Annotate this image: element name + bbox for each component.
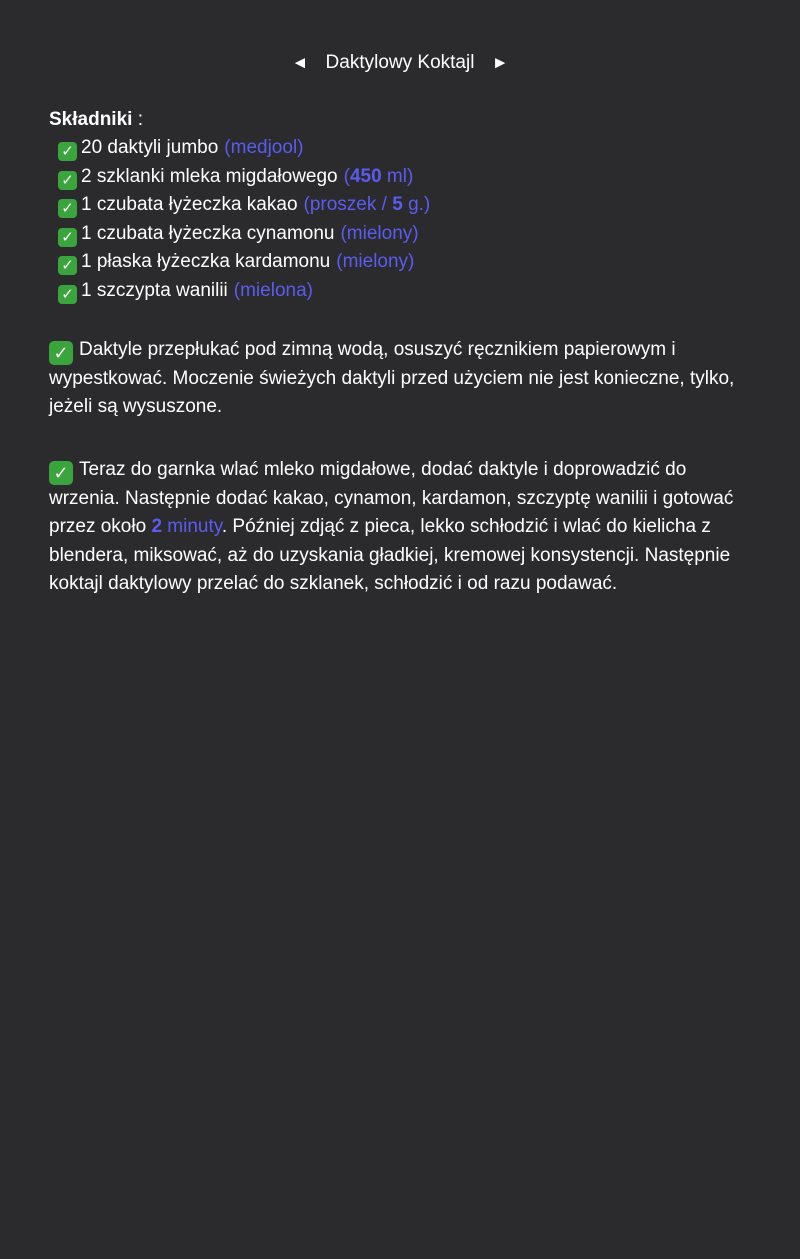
step-2-paragraph — [49, 456, 759, 599]
ingredient-note — [304, 194, 431, 215]
recipe-header — [0, 50, 800, 76]
recipe-content — [49, 106, 759, 599]
step-2-duration — [151, 516, 221, 537]
previous-recipe-arrow-icon[interactable]: ◄ — [291, 53, 309, 72]
ingredient-item — [58, 277, 759, 306]
next-recipe-arrow-icon[interactable]: ► — [491, 53, 509, 72]
ingredient-note: (mielona) — [233, 279, 313, 301]
ingredient-note-amount: 5 — [392, 194, 403, 216]
ingredient-text: 1 czubata łyżeczka kakao — [81, 194, 298, 216]
ingredient-item — [58, 220, 759, 249]
ingredient-note: (mielony) — [336, 251, 415, 273]
ingredient-note: (mielony) — [340, 222, 419, 244]
ingredient-item — [58, 248, 759, 277]
ingredient-text: 1 szczypta wanilii — [81, 279, 228, 301]
ingredient-note: (medjool) — [224, 137, 304, 158]
check-mark-icon: ✓ — [58, 256, 77, 275]
ingredient-text: 1 płaska łyżeczka kardamonu — [81, 251, 331, 273]
ingredient-text: 20 daktyli jumbo — [81, 137, 219, 158]
step-2-duration-number: 2 — [151, 516, 163, 538]
ingredient-item — [58, 163, 759, 192]
ingredients-heading-label: Składniki — [49, 109, 133, 130]
step-2-text-end: . Później zdjąć z pieca, lekko schłodzić i wlać do kielicha z blendera, miksować, aż do uzyskania gładkiej, kremowej konsystencji. Następnie koktajl daktylowy przelać do szklanek, schłodzić i od razu podawać. — [49, 516, 731, 595]
ingredients-list — [49, 134, 759, 306]
ingredient-item — [58, 191, 759, 220]
step-1-text: Daktyle przepłukać pod zimną wodą, osuszyć ręcznikiem papierowym i wypestkować. Moczenie świeżych daktyli przed użyciem nie jest konieczne, tylko, jeżeli są wysuszone. — [49, 338, 735, 418]
ingredients-heading-colon: : — [137, 109, 143, 130]
ingredient-text: 1 czubata łyżeczka cynamonu — [81, 222, 335, 244]
check-mark-icon: ✓ — [58, 171, 77, 190]
ingredient-note — [344, 166, 414, 187]
check-mark-icon: ✓ — [58, 285, 77, 304]
ingredient-item — [58, 134, 759, 163]
step-1-paragraph — [49, 336, 759, 422]
ingredients-heading — [49, 106, 759, 134]
ingredient-note-open: ( — [343, 165, 350, 187]
recipe-title: Daktylowy Koktajl — [325, 52, 475, 73]
step-2-duration-unit: minuty — [162, 516, 222, 538]
check-mark-icon: ✓ — [58, 142, 77, 161]
step-2-text-start: Teraz do garnka wlać mleko migdałowe, dodać daktyle i doprowadzić do wrzenia. Następnie dodać kakao, cynamon, kardamon, szczyptę wanilii i gotować przez około — [49, 458, 734, 538]
ingredient-note-open: (proszek / — [303, 194, 393, 216]
ingredient-note-unit: ml) — [381, 165, 414, 187]
ingredient-note-unit: g.) — [402, 194, 431, 216]
check-mark-icon: ✓ — [58, 228, 77, 247]
ingredient-text: 2 szklanki mleka migdałowego — [81, 165, 338, 187]
check-mark-icon: ✓ — [58, 199, 77, 218]
check-mark-icon: ✓ — [49, 341, 73, 365]
check-mark-icon: ✓ — [49, 461, 73, 485]
ingredient-note-amount: 450 — [349, 165, 382, 187]
